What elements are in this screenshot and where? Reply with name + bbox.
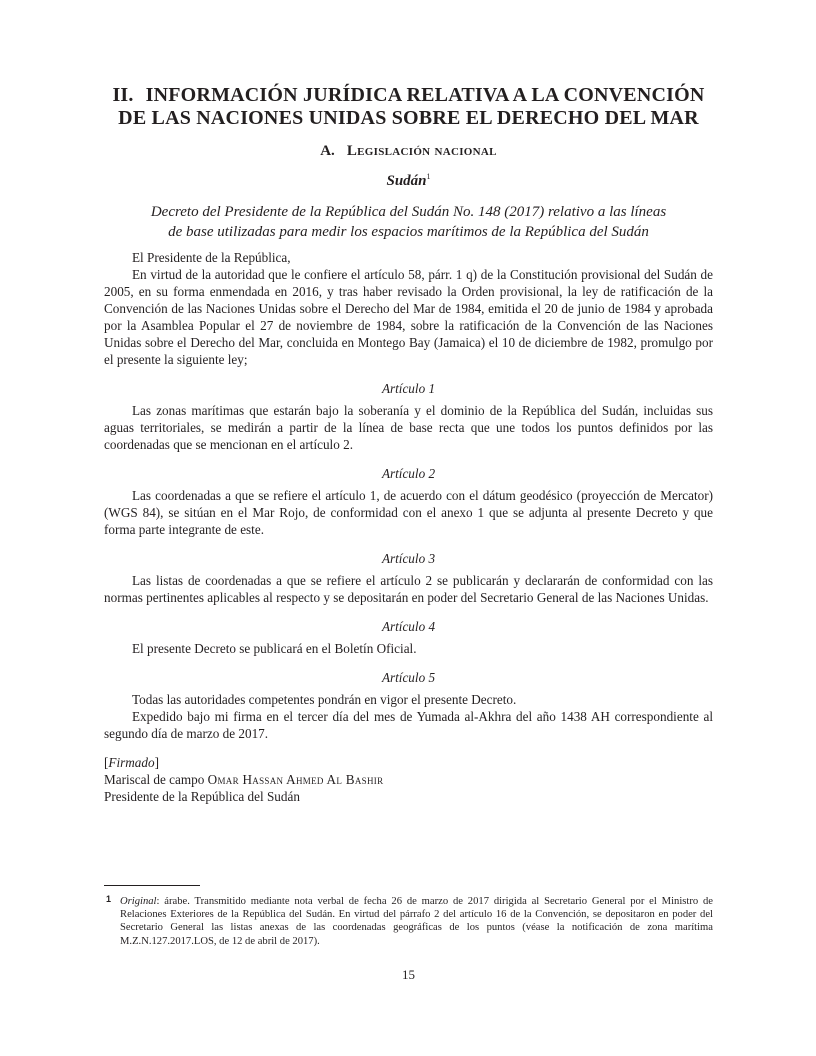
chapter-title-line-1: INFORMACIÓN JURÍDICA RELATIVA A LA CONVENCIÓN (145, 84, 705, 106)
signatory-line (104, 771, 713, 788)
country-name: Sudán (386, 173, 427, 189)
article-4-text: El presente Decreto se publicará en el Boletín Oficial. (132, 641, 417, 656)
signed-label: Firmado (108, 755, 155, 770)
article-5-heading: Artículo 5 (381, 670, 436, 685)
preamble-paragraph: En virtud de la autoridad que le confiere el artículo 58, párr. 1 q) de la Constitución provisional del Sudán de 2005, en su forma enmendada en 2016, y tras haber revisado la Orden provisional, la ley de ratificación de la Convención de las Naciones Unidas sobre el Derecho del Mar de 1984, emitida el 20 de junio de 1984 y aprobada por la Asamblea Popular el 27 de noviembre de 1984, sobre la ratificación de la Convención de las Naciones Unidas sobre el Derecho del Mar, concluida en Montego Bay (Jamaica) el 10 de diciembre de 1982, promulgo por el presente la siguiente ley; (104, 267, 713, 367)
footnote-reference[interactable]: 1 (426, 172, 431, 181)
signatory-position: Presidente de la República del Sudán (104, 789, 300, 804)
footnote (106, 894, 713, 948)
section-letter: A. (320, 143, 335, 159)
chapter-title-line-2: DE LAS NACIONES UNIDAS SOBRE EL DERECHO DEL MAR (118, 107, 699, 129)
footnote-label: Original (120, 896, 157, 907)
country-heading (104, 168, 713, 190)
footnote-divider (104, 885, 200, 886)
signed-mark: [Firmado] (104, 755, 159, 770)
page-number: 15 (402, 967, 415, 982)
section-heading (104, 142, 713, 160)
signatory-rank: Mariscal de campo (104, 772, 205, 787)
chapter-number: II. (112, 84, 134, 106)
section-title: Legislación nacional (346, 143, 497, 159)
article-3-heading: Artículo 3 (381, 551, 436, 566)
signatory-name: Omar Hassan Ahmed Al Bashir (207, 772, 384, 787)
article-1-text: Las zonas marítimas que estarán bajo la soberanía y el dominio de la República del Sudán, incluidas sus aguas territoriales, se medirán a partir de la línea de base recta que une todos los puntos definidos por las coordenadas que se mencionan en el artículo 2. (104, 403, 713, 452)
article-2-heading: Artículo 2 (381, 466, 436, 481)
decree-title-line-1: Decreto del Presidente de la República del Sudán No. 148 (2017) relativo a las líneas (150, 204, 667, 220)
article-3-text: Las listas de coordenadas a que se refiere el artículo 2 se publicarán y declararán de conformidad con las normas pertinentes aplicables al respecto y se depositarán en poder del Secretario General de las Naciones Unidas. (104, 573, 713, 605)
document-page (104, 0, 713, 1056)
chapter-heading (104, 84, 713, 130)
decree-title-line-2: de base utilizadas para medir los espacios marítimos de la República del Sudán (168, 224, 649, 240)
decree-title (134, 202, 683, 242)
article-1-heading: Artículo 1 (381, 381, 436, 396)
article-5-text: Todas las autoridades competentes pondrán en vigor el presente Decreto. (132, 692, 517, 707)
decree-body (104, 249, 713, 805)
footnote-mark: 1 (106, 894, 112, 904)
footnote-text: : árabe. Transmitido mediante nota verbal de fecha 26 de marzo de 2017 dirigida al Secretario General por el Ministro de Relaciones Exteriores de la República del Sudán. En virtud del párrafo 2 del artículo 16 de la Convención, se depositaron en poder del Secretario General las listas anexas de las coordenadas geográficas de los puntos (véase la notificación de zona marítima M.Z.N.127.2017.LOS, de 12 de abril de 2017). (120, 896, 713, 947)
article-2-text: Las coordenadas a que se refiere el artículo 1, de acuerdo con el dátum geodésico (proyección de Mercator) (WGS 84), se sitúan en el Mar Rojo, de conformidad con el anexo 1 que se adjunta al presente Decreto y que forma parte integrante de este. (104, 488, 713, 537)
preamble-opening: El Presidente de la República, (132, 250, 291, 265)
closing-paragraph: Expedido bajo mi firma en el tercer día del mes de Yumada al-Akhra del año 1438 AH correspondiente al segundo día de marzo de 2017. (104, 709, 713, 741)
article-4-heading: Artículo 4 (381, 619, 436, 634)
